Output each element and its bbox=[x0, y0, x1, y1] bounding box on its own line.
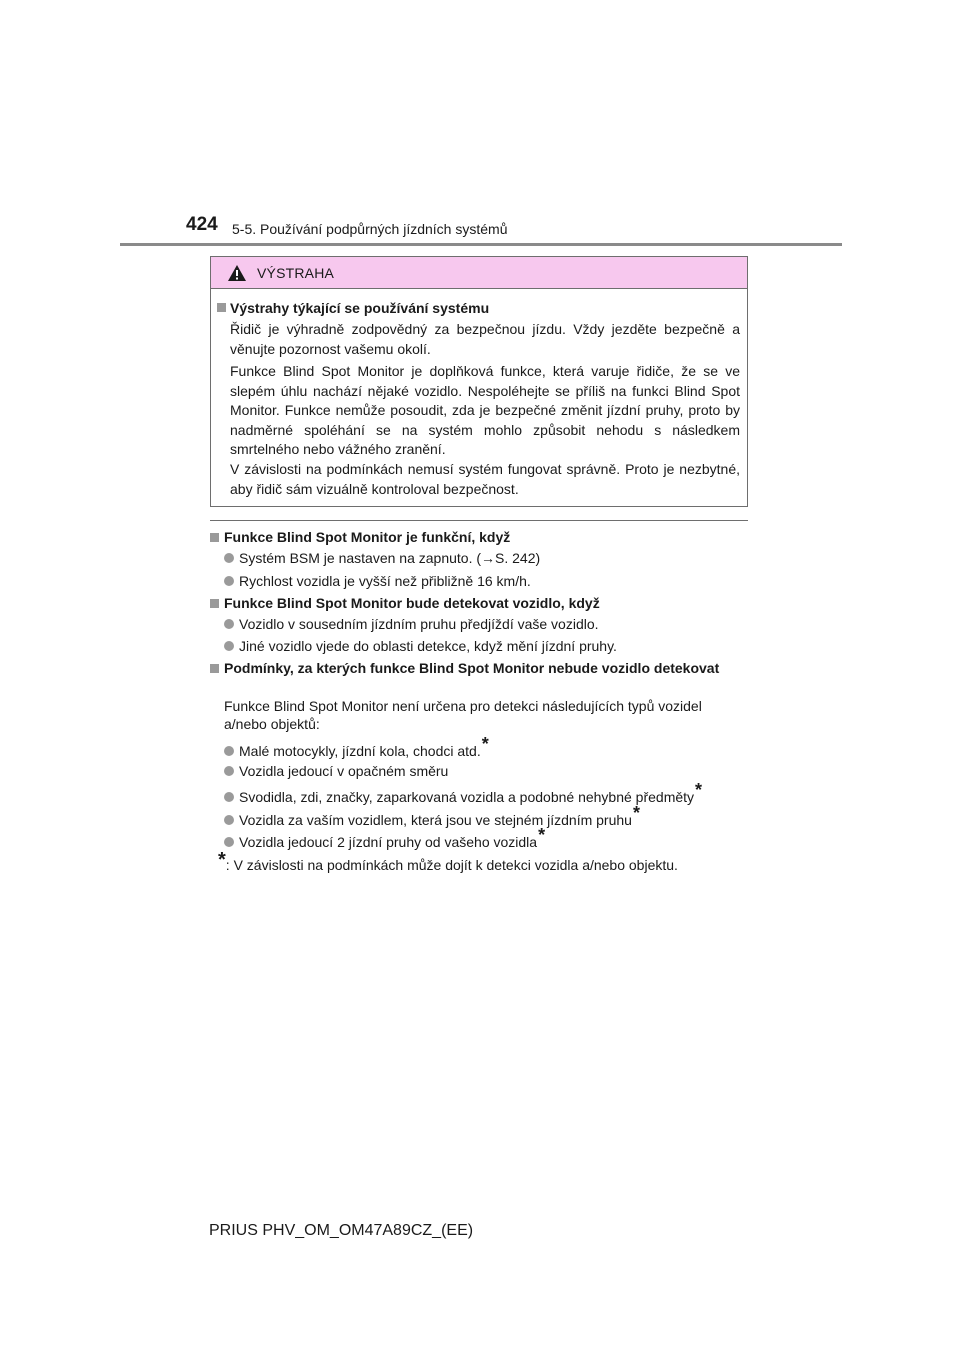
asterisk-mark: * bbox=[695, 780, 703, 800]
list-item: Systém BSM je nastaven na zapnuto. (→S. 242) bbox=[224, 550, 540, 566]
round-bullet-icon bbox=[224, 619, 234, 629]
list-item: Svodidla, zdi, značky, zaparkovaná vozidla a podobné nehybné předměty* bbox=[224, 786, 702, 807]
asterisk-mark: * bbox=[481, 734, 489, 754]
round-bullet-icon bbox=[224, 815, 234, 825]
asterisk-mark: * bbox=[538, 825, 546, 845]
asterisk-mark: * bbox=[218, 849, 226, 871]
warning-paragraph: Řidič je výhradně zodpovědný za bezpečnou jízdu. Vždy jezděte bezpečně a věnujte pozornost vašemu okolí. bbox=[230, 321, 740, 357]
footer-code: PRIUS PHV_OM_OM47A89CZ_(EE) bbox=[209, 1222, 474, 1239]
section-heading: Podmínky, za kterých funkce Blind Spot Monitor nebude vozidlo detekovat bbox=[210, 660, 755, 677]
round-bullet-icon bbox=[224, 553, 234, 563]
list-item: Vozidla za vaším vozidlem, která jsou ve stejném jízdním pruhu* bbox=[224, 809, 640, 830]
section-title: 5-5. Používání podpůrných jízdních systémů bbox=[232, 221, 508, 237]
arrow-right-icon: → bbox=[481, 550, 496, 566]
page-number: 424 bbox=[186, 214, 218, 235]
header-rule bbox=[120, 243, 842, 246]
round-bullet-icon bbox=[224, 837, 234, 847]
warning-paragraph: Funkce Blind Spot Monitor je doplňková funkce, která varuje řidiče, že se ve slepém úhlu nachází nějaké vozidlo. Nespoléhejte se příliš na funkci Blind Spot Monitor. Funkce nemůže posoudit, zda je bezpečné změnit jízdní pruhy, proto by nadměrné spoléhání se na systém mohlo způsobit nehodu s následkem smrtelného nebo vážného zranění. bbox=[230, 363, 740, 457]
warning-title: VÝSTRAHA bbox=[257, 265, 335, 281]
content-rule bbox=[210, 520, 748, 521]
warning-header bbox=[211, 257, 747, 289]
square-bullet-icon bbox=[210, 599, 219, 608]
warning-paragraph: V závislosti na podmínkách nemusí systém fungovat správně. Proto je nezbytné, aby řidič sám vizuálně kontroloval bezpečnost. bbox=[230, 461, 740, 497]
warning-box bbox=[210, 256, 748, 507]
list-item: Malé motocykly, jízdní kola, chodci atd.* bbox=[224, 740, 489, 761]
square-bullet-icon bbox=[210, 664, 219, 673]
asterisk-mark: * bbox=[632, 803, 640, 823]
warning-triangle-icon bbox=[227, 264, 247, 282]
section-heading: Funkce Blind Spot Monitor bude detekovat vozidlo, když bbox=[210, 595, 755, 612]
list-item: Vozidla jedoucí v opačném směru bbox=[224, 763, 448, 779]
list-item: Vozidlo v sousedním jízdním pruhu předjíždí vaše vozidlo. bbox=[224, 616, 599, 632]
round-bullet-icon bbox=[224, 576, 234, 586]
round-bullet-icon bbox=[224, 792, 234, 802]
list-item: Jiné vozidlo vjede do oblasti detekce, když mění jízdní pruhy. bbox=[224, 638, 617, 654]
round-bullet-icon bbox=[224, 766, 234, 776]
footnote: *: V závislosti na podmínkách může dojít k detekci vozidla a/nebo objektu. bbox=[218, 849, 678, 873]
list-item: Rychlost vozidla je vyšší než přibližně 16 km/h. bbox=[224, 573, 531, 589]
round-bullet-icon bbox=[224, 641, 234, 651]
warning-heading: Výstrahy týkající se používání systému bbox=[217, 300, 489, 316]
square-bullet-icon bbox=[217, 303, 226, 312]
square-bullet-icon bbox=[210, 533, 219, 542]
section-heading: Funkce Blind Spot Monitor je funkční, když bbox=[210, 529, 755, 546]
list-item: Vozidla jedoucí 2 jízdní pruhy od vašeho vozidla* bbox=[224, 831, 545, 852]
round-bullet-icon bbox=[224, 746, 234, 756]
section-intro: Funkce Blind Spot Monitor není určena pro detekci následujících typů vozidel a/nebo objektů: bbox=[224, 698, 702, 732]
